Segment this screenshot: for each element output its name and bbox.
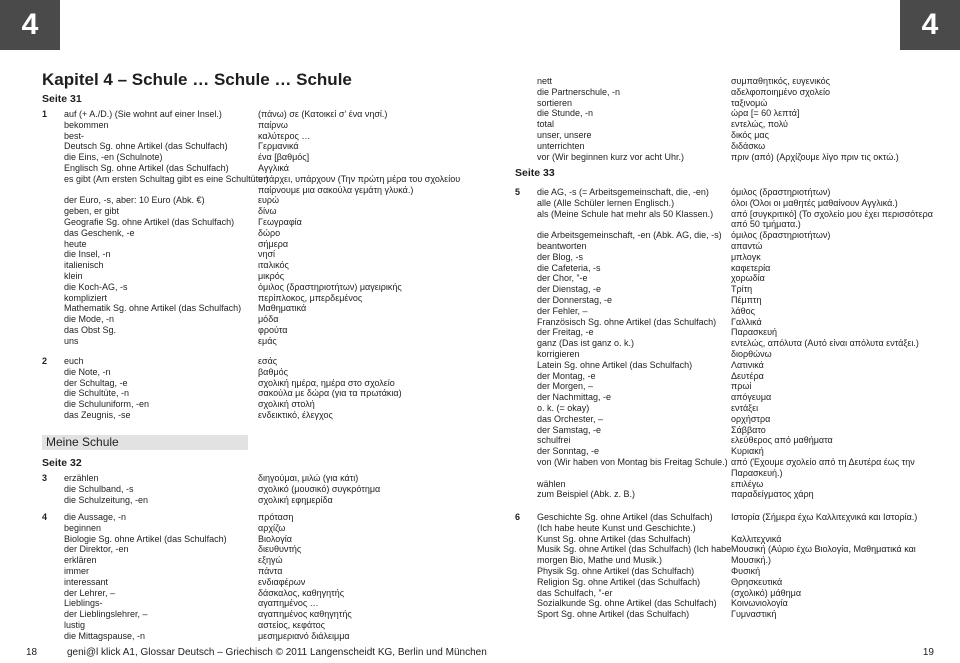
- german-term: das Schulfach, ”-er: [537, 587, 613, 598]
- german-term: best-: [64, 130, 85, 141]
- entry-number: 3: [42, 473, 48, 483]
- greek-translation: ώρα [= 60 λεπτά]: [731, 108, 800, 119]
- german-term: nett: [537, 76, 553, 86]
- german-term: es gibt (Am ersten Schultag gibt es eine Schultüte.): [64, 173, 269, 184]
- german-term: sortieren: [537, 97, 573, 108]
- german-term: die AG, -s (= Arbeitsgemeinschaft, die, -en): [537, 187, 709, 197]
- german-term: die Eins, -en (Schulnote): [64, 152, 163, 163]
- german-term: beginnen: [64, 522, 102, 533]
- greek-translation: Μουσική.): [731, 555, 771, 566]
- greek-translation: αγαπημένος καθηγητής: [258, 609, 352, 620]
- greek-translation: αγαπημένος …: [258, 598, 319, 609]
- german-term: der Lieblingslehrer, –: [64, 609, 148, 620]
- greek-translation: σχολικό (μουσικό) συγκρότημα: [258, 483, 381, 494]
- german-term: alle (Alle Schüler lernen Englisch.): [537, 197, 675, 208]
- section-box: Meine Schule: [42, 435, 248, 450]
- greek-translation: από (Έχουμε σχολείο από τη Δευτέρα έως την: [731, 456, 915, 467]
- german-term: unterrichten: [537, 140, 585, 151]
- greek-translation: Δευτέρα: [731, 370, 764, 381]
- greek-translation: όλοι (Όλοι οι μαθητές μαθαίνουν Αγγλικά.): [731, 197, 898, 208]
- greek-translation: Κοινωνιολογία: [731, 598, 788, 609]
- german-term: uns: [64, 335, 79, 346]
- footer-text: geni@l klick A1, Glossar Deutsch – Griechisch © 2011 Langenscheidt KG, Berlin und München: [67, 647, 487, 658]
- german-term: total: [537, 119, 555, 130]
- german-term: von (Wir haben von Montag bis Freitag Schule.): [537, 456, 728, 467]
- german-term: unser, unsere: [537, 129, 592, 140]
- greek-translation: (πάνω) σε (Κατοικεί σ’ ένα νησί.): [258, 109, 388, 119]
- german-term: klein: [64, 270, 83, 281]
- german-term: der Freitag, -e: [537, 327, 594, 338]
- entry-number: 5: [515, 187, 521, 197]
- greek-translation: μπλογκ: [731, 251, 761, 262]
- greek-translation: πάντα: [258, 565, 283, 576]
- greek-translation: αδελφοποιημένο σχολείο: [731, 86, 830, 97]
- german-term: interessant: [64, 576, 109, 587]
- german-term: korrigieren: [537, 348, 580, 359]
- greek-translation: πριν (από) (Αρχίζουμε λίγο πριν τις οκτώ.): [731, 151, 899, 162]
- german-term: Sozialkunde Sg. ohne Artikel (das Schulfach): [537, 598, 717, 609]
- greek-translation: Γαλλικά: [731, 316, 762, 327]
- german-term: der Fehler, –: [537, 305, 588, 316]
- german-term: Mathematik Sg. ohne Artikel (das Schulfach): [64, 303, 242, 314]
- german-term: zum Beispiel (Abk. z. B.): [537, 489, 636, 500]
- greek-translation: όμιλος (δραστηριοτήτων): [731, 187, 831, 197]
- german-term: der Euro, -s, aber: 10 Euro (Abk. €): [64, 195, 205, 206]
- greek-translation: σχολική στολή: [258, 399, 315, 410]
- german-term: das Orchester, –: [537, 413, 604, 424]
- greek-translation: διηγούμαι, μιλώ (για κάτι): [258, 473, 359, 483]
- greek-translation: σχολική εφημερίδα: [258, 494, 333, 505]
- german-term: der Morgen, –: [537, 381, 594, 392]
- section-heading: Seite 33: [515, 167, 555, 179]
- greek-translation: διορθώνω: [731, 348, 772, 359]
- german-term: wählen: [537, 478, 566, 489]
- greek-translation: εντάξει: [731, 402, 759, 413]
- german-term: der Chor, ”-e: [537, 273, 588, 284]
- greek-translation: εσάς: [258, 356, 278, 366]
- german-term: der Schultag, -e: [64, 377, 128, 388]
- greek-translation: εντελώς, απόλυτα (Αυτό είναι απόλυτα εντάξει.): [731, 338, 919, 349]
- german-term: der Dienstag, -e: [537, 284, 602, 295]
- greek-translation: παραδείγματος χάρη: [731, 489, 814, 500]
- german-term: die Schuluniform, -en: [64, 399, 150, 410]
- greek-translation: διευθυντής: [258, 544, 302, 555]
- german-term: das Obst Sg.: [64, 324, 117, 335]
- greek-translation: απαντώ: [731, 240, 763, 251]
- section-heading: Seite 32: [42, 457, 82, 469]
- german-term: Lieblings-: [64, 598, 103, 609]
- greek-translation: ενδιαφέρων: [258, 576, 306, 587]
- german-term: der Montag, -e: [537, 370, 596, 381]
- german-term: das Geschenk, -e: [64, 227, 135, 238]
- chapter-tab-left: 4: [0, 0, 60, 50]
- greek-translation: συμπαθητικός, ευγενικός: [731, 76, 830, 86]
- german-term: auf (+ A./D.) (Sie wohnt auf einer Insel.): [64, 109, 222, 119]
- german-term: Geografie Sg. ohne Artikel (das Schulfach): [64, 216, 235, 227]
- greek-translation: ταξινομώ: [731, 97, 768, 108]
- greek-translation: Ιστορία (Σήμερα έχω Καλλιτεχνικά και Ιστορία.): [731, 512, 918, 522]
- german-term: der Donnerstag, -e: [537, 294, 613, 305]
- greek-translation: ενδεικτικό, έλεγχος: [258, 409, 333, 420]
- greek-translation: ευρώ: [258, 195, 280, 206]
- german-term: italienisch: [64, 260, 104, 271]
- german-term: Musik Sg. ohne Artikel (das Schulfach) (Ich habe: [537, 544, 732, 555]
- greek-translation: απόγευμα: [731, 392, 772, 403]
- german-term: schulfrei: [537, 435, 571, 446]
- page-title: Kapitel 4 – Schule … Schule … Schule: [42, 70, 352, 89]
- greek-translation: ελεύθερος από μαθήματα: [731, 435, 833, 446]
- german-term: Englisch Sg. ohne Artikel (das Schulfach): [64, 162, 229, 173]
- german-term: o. k. (= okay): [537, 402, 590, 413]
- greek-translation: νησί: [258, 249, 276, 260]
- german-term: die Schulzeitung, -en: [64, 494, 149, 505]
- german-term: heute: [64, 238, 87, 249]
- german-term: Geschichte Sg. ohne Artikel (das Schulfach): [537, 512, 713, 522]
- greek-translation: καφετερία: [731, 262, 771, 273]
- german-term: der Samstag, -e: [537, 424, 602, 435]
- entry-number: 4: [42, 512, 48, 522]
- greek-translation: παίρνω: [258, 119, 288, 130]
- entry-number: 6: [515, 512, 521, 522]
- greek-translation: χορωδία: [731, 273, 765, 284]
- german-term: die Koch-AG, -s: [64, 281, 128, 292]
- greek-translation: περίπλοκος, μπερδεμένος: [258, 292, 363, 303]
- german-term: der Sonntag, -e: [537, 446, 600, 457]
- entry-number: 2: [42, 356, 48, 366]
- greek-translation: ένα [βαθμός]: [258, 152, 310, 163]
- greek-translation: βαθμός: [258, 366, 288, 377]
- german-term: die Arbeitsgemeinschaft, -en (Abk. AG, die, -s): [537, 230, 722, 241]
- german-term: erzählen: [64, 473, 99, 483]
- greek-translation: Τρίτη: [731, 284, 753, 295]
- greek-translation: Κυριακή: [731, 446, 764, 457]
- greek-translation: Φυσική: [731, 565, 761, 576]
- greek-translation: Θρησκευτικά: [731, 576, 783, 587]
- german-term: Kunst Sg. ohne Artikel (das Schulfach): [537, 533, 691, 544]
- german-term: der Lehrer, –: [64, 587, 116, 598]
- german-term: die Partnerschule, -n: [537, 86, 621, 97]
- german-term: lustig: [64, 619, 86, 630]
- section-heading: Seite 31: [42, 93, 82, 105]
- german-term: die Mode, -n: [64, 314, 115, 325]
- greek-translation: όμιλος (δραστηριοτήτων): [731, 230, 831, 241]
- greek-translation: Αγγλικά: [258, 162, 289, 173]
- greek-translation: φρούτα: [258, 324, 288, 335]
- german-term: die Stunde, -n: [537, 108, 594, 119]
- german-term: beantworten: [537, 240, 587, 251]
- german-term: die Schulband, -s: [64, 483, 134, 494]
- german-term: Religion Sg. ohne Artikel (das Schulfach): [537, 576, 701, 587]
- german-term: die Aussage, -n: [64, 512, 127, 522]
- greek-translation: επιλέγω: [731, 478, 764, 489]
- greek-translation: ορχήστρα: [731, 413, 771, 424]
- greek-translation: αστείος, κεφάτος: [258, 619, 325, 630]
- german-term: bekommen: [64, 119, 109, 130]
- greek-translation: από 50 τμήματα.): [731, 219, 801, 230]
- german-term: der Nachmittag, -e: [537, 392, 612, 403]
- german-term: euch: [64, 356, 84, 366]
- german-term: morgen Bio, Mathe und Musik.): [537, 555, 663, 566]
- german-term: Französisch Sg. ohne Artikel (das Schulfach): [537, 316, 717, 327]
- greek-translation: Πέμπτη: [731, 294, 762, 305]
- greek-translation: δικός μας: [731, 129, 769, 140]
- greek-translation: παίρνουμε μια σακούλα γεμάτη γλυκά.): [258, 184, 414, 195]
- page-number-left: 18: [26, 647, 38, 658]
- greek-translation: εξηγώ: [258, 555, 283, 566]
- greek-translation: όμιλος (δραστηριοτήτων) μαγειρικής: [258, 281, 402, 292]
- greek-translation: (σχολικό) μάθημα: [731, 587, 802, 598]
- german-term: die Schultüte, -n: [64, 388, 130, 399]
- greek-translation: Παρασκευή: [731, 327, 778, 338]
- german-term: Physik Sg. ohne Artikel (das Schulfach): [537, 565, 695, 576]
- greek-translation: σακούλα με δώρα (για τα πρωτάκια): [258, 388, 402, 399]
- greek-translation: Βιολογία: [258, 533, 292, 544]
- greek-translation: καλύτερος …: [258, 130, 311, 141]
- german-term: geben, er gibt: [64, 206, 120, 217]
- greek-translation: Σάββατο: [731, 424, 766, 435]
- german-term: als (Meine Schule hat mehr als 50 Klassen.): [537, 208, 714, 219]
- greek-translation: πρωί: [731, 381, 752, 392]
- page-number-right: 19: [922, 647, 934, 658]
- chapter-tab-right: 4: [900, 0, 960, 50]
- german-term: Biologie Sg. ohne Artikel (das Schulfach): [64, 533, 227, 544]
- german-term: ganz (Das ist ganz o. k.): [537, 338, 635, 349]
- german-term: die Mittagspause, -n: [64, 630, 146, 641]
- german-term: (Ich habe heute Kunst und Geschichte.): [537, 522, 696, 533]
- greek-translation: μικρός: [258, 270, 285, 281]
- greek-translation: Καλλιτεχνικά: [731, 533, 782, 544]
- greek-translation: Γεωγραφία: [258, 216, 302, 227]
- german-term: die Note, -n: [64, 366, 111, 377]
- greek-translation: Παρασκευή.): [731, 467, 783, 478]
- greek-translation: διδάσκω: [731, 140, 766, 151]
- german-term: Sport Sg. ohne Artikel (das Schulfach): [537, 609, 690, 620]
- german-term: die Insel, -n: [64, 249, 111, 260]
- german-term: erklären: [64, 555, 97, 566]
- greek-translation: εντελώς, πολύ: [731, 119, 788, 130]
- german-term: immer: [64, 565, 89, 576]
- greek-translation: πρόταση: [258, 512, 294, 522]
- greek-translation: αρχίζω: [258, 522, 286, 533]
- greek-translation: σήμερα: [258, 238, 289, 249]
- greek-translation: ιταλικός: [258, 260, 289, 271]
- german-term: Deutsch Sg. ohne Artikel (das Schulfach): [64, 141, 228, 152]
- greek-translation: Μαθηματικά: [258, 303, 307, 314]
- greek-translation: μόδα: [258, 314, 279, 325]
- german-term: der Direktor, -en: [64, 544, 129, 555]
- greek-translation: Μουσική (Αύριο έχω Βιολογία, Μαθηματικά και: [731, 544, 916, 555]
- german-term: die Cafeteria, -s: [537, 262, 601, 273]
- greek-translation: υπάρχει, υπάρχουν (Την πρώτη μέρα του σχολείου: [258, 173, 461, 184]
- greek-translation: δάσκαλος, καθηγητής: [258, 587, 345, 598]
- german-term: der Blog, -s: [537, 251, 584, 262]
- greek-translation: Γερμανικά: [258, 141, 299, 152]
- greek-translation: Λατινικά: [731, 359, 764, 370]
- greek-translation: λάθος: [731, 305, 755, 316]
- greek-translation: Γυμναστική: [731, 609, 777, 620]
- german-term: kompliziert: [64, 292, 108, 303]
- german-term: vor (Wir beginnen kurz vor acht Uhr.): [537, 151, 685, 162]
- entry-number: 1: [42, 109, 48, 119]
- greek-translation: δίνω: [258, 206, 277, 217]
- greek-translation: μεσημεριανό διάλειμμα: [258, 630, 350, 641]
- greek-translation: από [συγκριτικό] (Το σχολείο μου έχει περισσότερα: [731, 208, 933, 219]
- greek-translation: δώρο: [258, 227, 281, 238]
- greek-translation: εμάς: [258, 335, 277, 346]
- greek-translation: σχολική ημέρα, ημέρα στο σχολείο: [258, 377, 395, 388]
- german-term: Latein Sg. ohne Artikel (das Schulfach): [537, 359, 693, 370]
- german-term: das Zeugnis, -se: [64, 409, 131, 420]
